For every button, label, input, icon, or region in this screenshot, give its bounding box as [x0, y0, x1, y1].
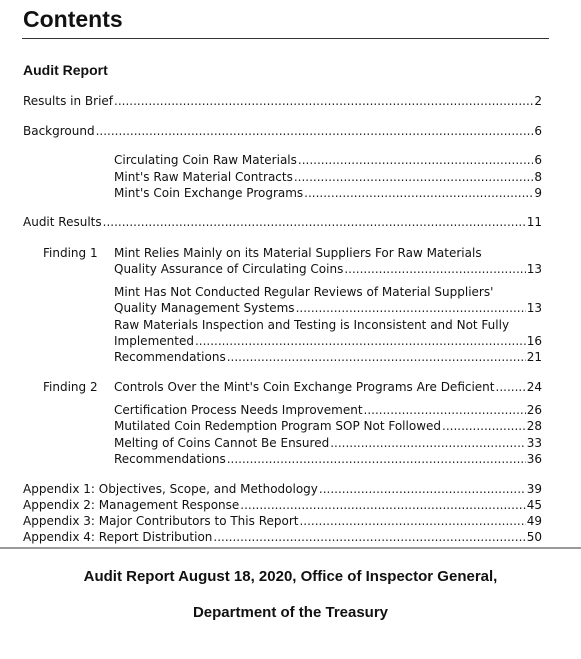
toc-page-number: 9 [534, 186, 542, 200]
toc-entry-audit-results[interactable] [23, 215, 542, 229]
toc-entry-melting-of-coins[interactable] [114, 436, 542, 450]
section-heading: Audit Report [23, 62, 108, 78]
toc-entry-label: Results in Brief [23, 94, 114, 108]
caption-line-2: Department of the Treasury [192, 604, 389, 621]
dot-leader [496, 380, 526, 394]
toc-entry-finding-2[interactable] [114, 380, 542, 394]
dot-leader [294, 170, 534, 184]
toc-entry-supplier-reviews[interactable] [114, 301, 542, 315]
dot-leader [299, 514, 525, 528]
toc-entry-label: Appendix 3: Major Contributors to This Report [23, 514, 299, 528]
title-divider [22, 38, 549, 39]
dot-leader [319, 482, 526, 496]
dot-leader [442, 419, 526, 433]
dot-leader [227, 452, 526, 466]
toc-page-number: 24 [526, 380, 542, 394]
dot-leader [344, 262, 525, 276]
dot-leader [114, 94, 533, 108]
toc-page-number: 50 [526, 530, 542, 544]
toc-page-number: 45 [526, 498, 542, 512]
toc-entry-label: Audit Results [23, 215, 102, 229]
toc-entry-label: Background [23, 124, 95, 138]
toc-entry-appendix-1[interactable] [23, 482, 542, 496]
toc-page-number: 13 [526, 262, 542, 276]
toc-entry-circulating-coin-raw-materials[interactable] [114, 153, 542, 167]
toc-entry-appendix-3[interactable] [23, 514, 542, 528]
toc-page-number: 26 [526, 403, 542, 417]
toc-entry-finding-1[interactable] [114, 262, 542, 276]
toc-page-number: 33 [526, 436, 542, 450]
toc-page-number: 13 [526, 301, 542, 315]
dot-leader [296, 301, 526, 315]
dot-leader [213, 530, 525, 544]
toc-page-number: 49 [526, 514, 542, 528]
toc-entry-mutilated-coin-sop[interactable] [114, 419, 542, 433]
toc-entry-label: Appendix 4: Report Distribution [23, 530, 213, 544]
toc-entry-label: Appendix 1: Objectives, Scope, and Methodology [23, 482, 318, 496]
toc-entry-coin-exchange-programs[interactable] [114, 186, 542, 200]
toc-page-number: 16 [526, 334, 542, 348]
toc-page-number: 28 [526, 419, 542, 433]
toc-page-number: 6 [534, 124, 542, 138]
caption-line-1: Audit Report August 18, 2020, Office of Inspector General, [83, 568, 498, 585]
toc-entry-background[interactable] [23, 124, 542, 138]
toc-entry-label: Controls Over the Mint's Coin Exchange Programs Are Deficient [114, 380, 495, 394]
dot-leader [103, 215, 526, 229]
toc-page-number: 39 [526, 482, 542, 496]
toc-entry-inspection-testing-line1[interactable]: Raw Materials Inspection and Testing is Inconsistent and Not Fully [114, 318, 510, 332]
toc-entry-label: Quality Assurance of Circulating Coins [114, 262, 344, 276]
toc-page-number: 21 [526, 350, 542, 364]
toc-entry-supplier-reviews-line1[interactable]: Mint Has Not Conducted Regular Reviews of Material Suppliers' [114, 285, 494, 299]
toc-entry-label: Circulating Coin Raw Materials [114, 153, 297, 167]
toc-entry-label: Certification Process Needs Improvement [114, 403, 363, 417]
toc-entry-label: Appendix 2: Management Response [23, 498, 240, 512]
toc-entry-certification-process[interactable] [114, 403, 542, 417]
finding-2-tag: Finding 2 [43, 380, 98, 394]
toc-entry-label: Implemented [114, 334, 194, 348]
toc-entry-label: Recommendations [114, 452, 226, 466]
toc-entry-appendix-4[interactable] [23, 530, 542, 544]
dot-leader [227, 350, 526, 364]
toc-entry-label: Recommendations [114, 350, 226, 364]
toc-entry-inspection-testing[interactable] [114, 334, 542, 348]
toc-entry-label: Mutilated Coin Redemption Program SOP Not Followed [114, 419, 442, 433]
toc-entry-recommendations-1[interactable] [114, 350, 542, 364]
toc-page-number: 11 [526, 215, 542, 229]
dot-leader [298, 153, 533, 167]
toc-entry-raw-material-contracts[interactable] [114, 170, 542, 184]
toc-entry-label: Mint's Coin Exchange Programs [114, 186, 304, 200]
dot-leader [240, 498, 525, 512]
dot-leader [304, 186, 533, 200]
finding-1-title[interactable]: Mint Relies Mainly on its Material Suppliers For Raw Materials [114, 246, 482, 260]
toc-page-number: 2 [534, 94, 542, 108]
toc-entry-label: Mint's Raw Material Contracts [114, 170, 293, 184]
toc-entry-results-in-brief[interactable] [23, 94, 542, 108]
dot-leader [96, 124, 534, 138]
finding-1-tag: Finding 1 [43, 246, 98, 260]
toc-entry-appendix-2[interactable] [23, 498, 542, 512]
toc-page-number: 6 [534, 153, 542, 167]
toc-entry-label: Quality Management Systems [114, 301, 295, 315]
dot-leader [330, 436, 526, 450]
dot-leader [195, 334, 526, 348]
toc-entry-recommendations-2[interactable] [114, 452, 542, 466]
toc-page-number: 36 [526, 452, 542, 466]
toc-entry-label: Melting of Coins Cannot Be Ensured [114, 436, 330, 450]
toc-page-number: 8 [534, 170, 542, 184]
dot-leader [364, 403, 526, 417]
page-title: Contents [23, 6, 123, 32]
page-bottom-edge [0, 547, 581, 549]
